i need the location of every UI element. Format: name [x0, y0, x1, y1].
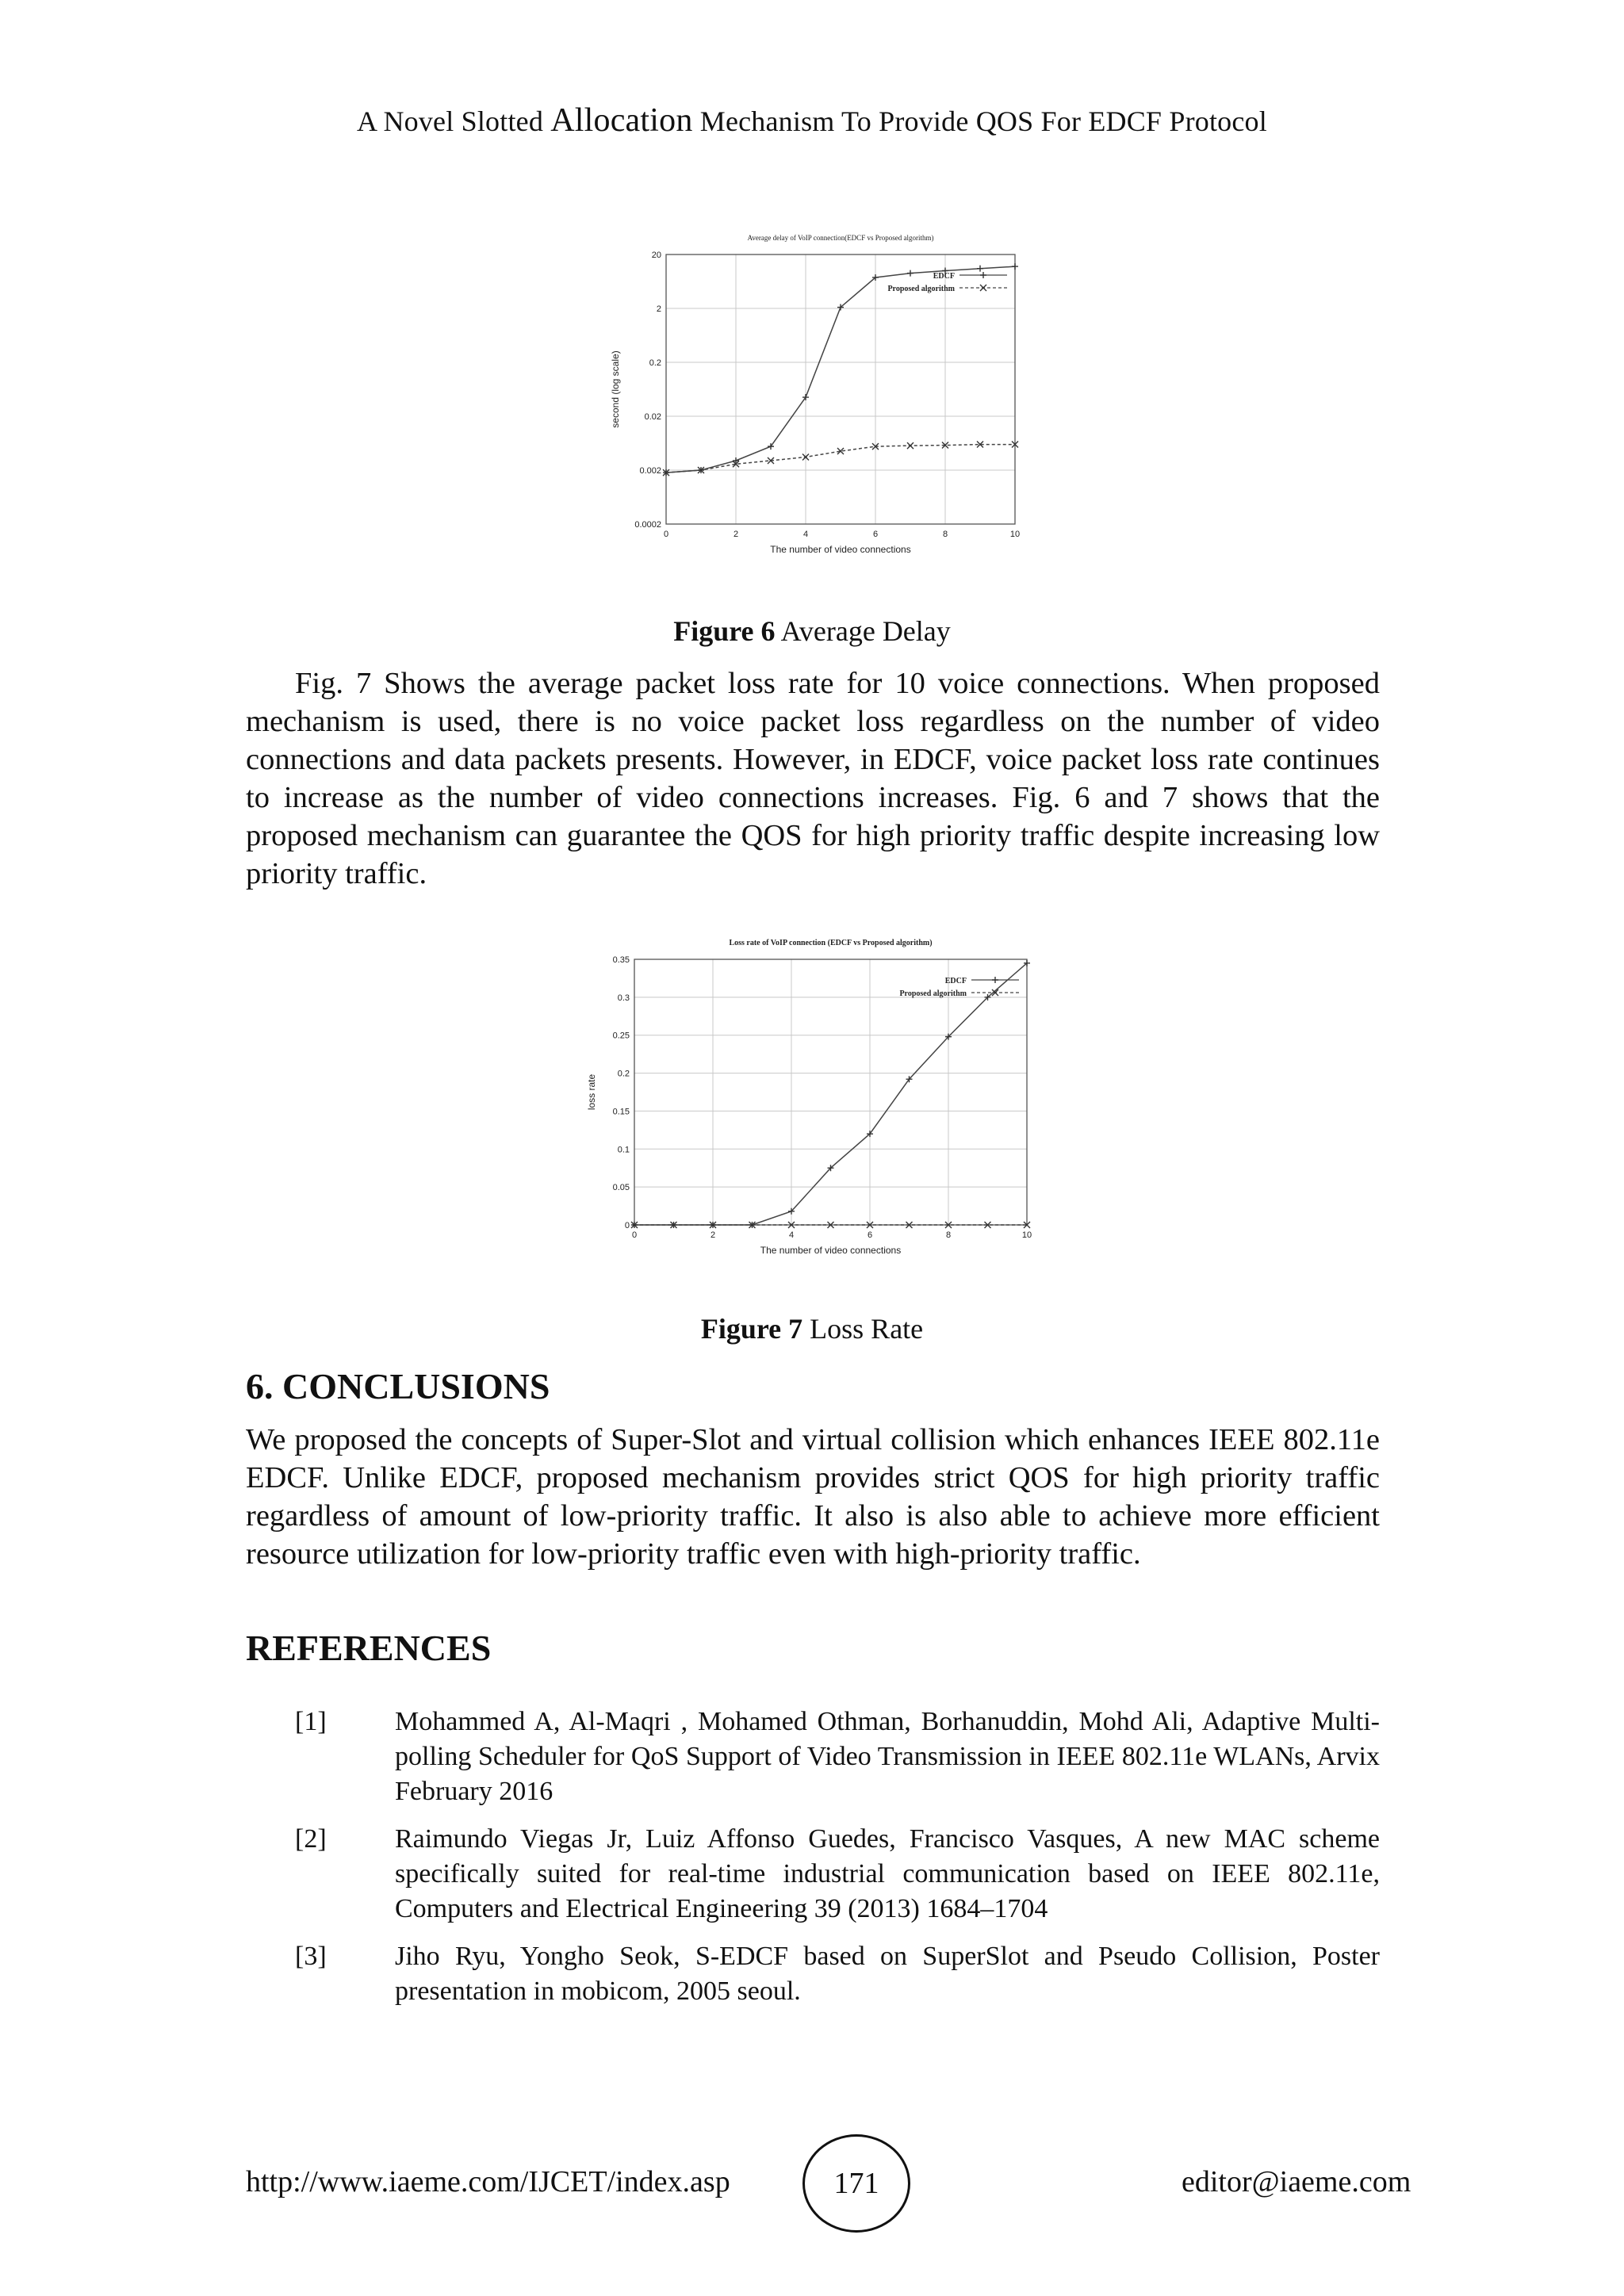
legend-label: Proposed algorithm: [887, 285, 955, 293]
y-tick-label: 0.0002: [634, 520, 661, 530]
figure-7-caption: [0, 1312, 1624, 1345]
legend-marker: [980, 272, 986, 278]
y-tick-label: 20: [651, 251, 661, 260]
figure-6-caption: [0, 614, 1624, 648]
x-tick-label: 10: [1009, 530, 1021, 539]
plot-frame: [666, 254, 1015, 524]
running-header: [0, 101, 1624, 140]
figure-6-caption-text: Average Delay: [780, 615, 951, 647]
y-tick-label: 0.15: [612, 1107, 630, 1117]
page-number: 171: [802, 2134, 910, 2233]
reference-number: [2]: [295, 1824, 327, 1854]
legend-label: EDCF: [944, 977, 967, 985]
y-axis-label: second (log scale): [610, 350, 621, 428]
y-tick-label: 0.3: [617, 993, 630, 1003]
series-line-edcf: [666, 266, 1015, 473]
legend-label: EDCF: [933, 272, 955, 281]
x-tick-label: 4: [802, 530, 809, 539]
data-point: [977, 266, 983, 272]
loss-rate-chart: [579, 928, 1047, 1261]
y-tick-label: 0.2: [617, 1069, 630, 1079]
legend-marker: [980, 285, 986, 291]
x-tick-label: 6: [867, 1230, 873, 1240]
x-tick-label: 0: [631, 1230, 638, 1240]
header-title-part1: A Novel Slotted: [357, 105, 544, 137]
y-tick-label: 0.25: [612, 1031, 630, 1041]
series-line-proposed: [666, 445, 1015, 473]
figure-6-label: Figure 6: [673, 615, 776, 647]
data-point: [907, 442, 914, 449]
legend-marker: [992, 977, 998, 983]
chart-title: Loss rate of VoIP connection (EDCF vs Proposed algorithm): [729, 939, 933, 947]
data-point: [1012, 263, 1018, 270]
y-tick-label: 0.1: [617, 1145, 630, 1155]
reference-text: Raimundo Viegas Jr, Luiz Affonso Guedes, Francisco Vasques, A new MAC scheme specifically suited for real-time industrial communication based on IEEE 802.11e, Computers and Electrical Engineering 39 (2013) 1684–1704: [395, 1824, 1380, 1923]
x-tick-label: 2: [710, 1230, 716, 1240]
y-tick-label: 0.002: [639, 466, 661, 476]
y-tick-label: 0.2: [649, 358, 661, 368]
plot-frame: [634, 959, 1027, 1225]
conclusions-paragraph: We proposed the concepts of Super-Slot and virtual collision which enhances IEEE 802.11e EDCF. Unlike EDCF, proposed mechanism provides strict QOS for high priority traffic regardless of amount of low-priority traffic. It also is also able to achieve more efficient resource utilization for low-priority traffic even with high-priority traffic.: [246, 1423, 1380, 1571]
data-point: [733, 457, 739, 464]
x-tick-label: 8: [945, 1230, 952, 1240]
reference-text: Jiho Ryu, Yongho Seok, S-EDCF based on SuperSlot and Pseudo Collision, Poster presentation in mobicom, 2005 seoul.: [395, 1942, 1380, 2006]
chart-title: Average delay of VoIP connection(EDCF vs Proposed algorithm): [747, 234, 934, 242]
reference-number: [1]: [295, 1707, 327, 1736]
x-tick-label: 4: [788, 1230, 795, 1240]
conclusions-heading: 6. CONCLUSIONS: [246, 1366, 550, 1406]
x-tick-label: 2: [733, 530, 739, 539]
x-tick-label: 10: [1021, 1230, 1032, 1240]
y-axis-label: loss rate: [586, 1073, 597, 1111]
x-axis-label: The number of video connections: [760, 1245, 902, 1256]
y-tick-label: 0.02: [644, 412, 661, 422]
figure-7-caption-text: Loss Rate: [810, 1313, 924, 1345]
average-delay-chart: [603, 226, 1031, 567]
y-tick-label: 0.05: [612, 1183, 630, 1193]
x-tick-label: 6: [872, 530, 879, 539]
figure-7-label: Figure 7: [700, 1313, 803, 1345]
y-tick-label: 0: [624, 1221, 630, 1230]
series-line-edcf: [634, 963, 1027, 1225]
footer-url-link[interactable]: http://www.iaeme.com/IJCET/index.asp: [246, 2165, 730, 2198]
header-title-part3: Mechanism To Provide QOS For EDCF Protocol: [699, 105, 1267, 137]
y-tick-label: 2: [656, 304, 661, 314]
x-axis-label: The number of video connections: [770, 544, 911, 555]
header-title-part2: Allocation: [550, 102, 693, 139]
figure-7-chart: [579, 928, 1047, 1261]
data-point: [907, 270, 914, 277]
paragraph-fig7-discussion: Fig. 7 Shows the average packet loss rate for 10 voice connections. When proposed mechanism is used, there is no voice packet loss regardless on the number of video connections and data packets presents. However, in EDCF, voice packet loss rate continues to increase as the number of video connections increases. Fig. 6 and 7 shows that the proposed mechanism can guarantee the QOS for high priority traffic despite increasing low priority traffic.: [246, 667, 1380, 890]
reference-number: [3]: [295, 1942, 327, 1971]
x-tick-label: 0: [663, 530, 669, 539]
references-heading: REFERENCES: [246, 1628, 492, 1668]
y-tick-label: 0.35: [612, 955, 630, 965]
reference-text: Mohammed A, Al-Maqri , Mohamed Othman, Borhanuddin, Mohd Ali, Adaptive Multi-polling Scheduler for QoS Support of Video Transmission in IEEE 802.11e WLANs, Arvix February 2016: [395, 1707, 1380, 1806]
figure-6-chart: [603, 226, 1031, 567]
x-tick-label: 8: [942, 530, 948, 539]
legend-label: Proposed algorithm: [899, 989, 967, 998]
footer-email-link[interactable]: editor@iaeme.com: [1182, 2165, 1411, 2198]
